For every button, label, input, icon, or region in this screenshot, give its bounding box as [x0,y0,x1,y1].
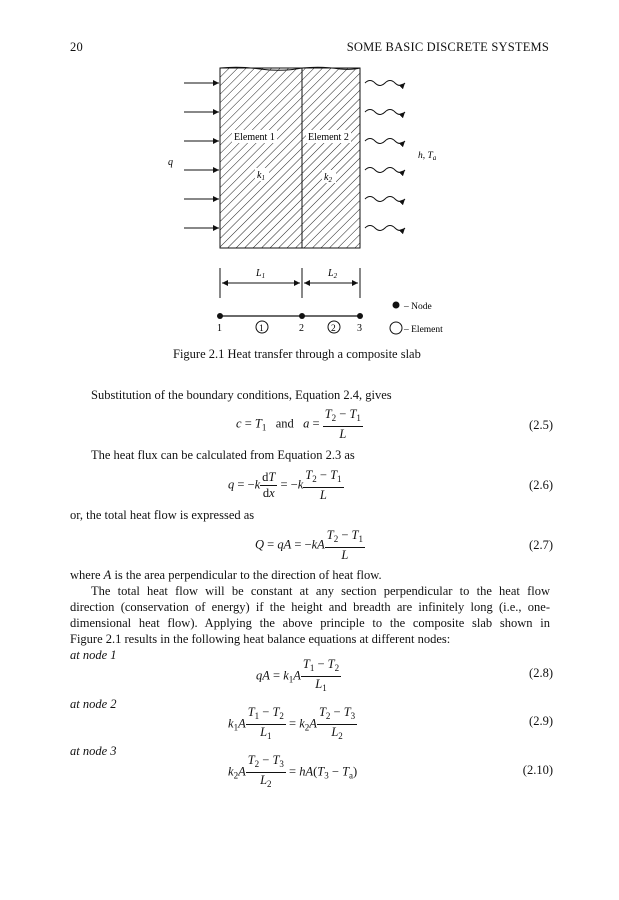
element-1-label: Element 1 [234,132,275,143]
paragraph-heat-balance: The total heat flow will be constant at any section perpendicular to the heat flow direction (conservation of energy) if the height and breadth are infinitely long (i.e., one- dimensional heat flow). Applying the above principle to the composite slab shown in Figure 2.1 results in the following heat balance equations at different nodes: [70,584,550,646]
heat-flux-arrows [184,83,219,228]
equation-2-5: $c = T_1$ and a = $\frac{T_2 - T_1}{L}$ [236,407,361,441]
element-2-number: 2 [331,324,336,334]
equation-2-6: q = −k $\frac{dT}{dx}$ = −k $\frac{T_2 - T_1}{L}$ [228,468,342,502]
node-2-dot [299,313,305,319]
paragraph-heat-flux: The heat flux can be calculated from Equation 2.3 as [91,448,355,462]
legend-node-symbol [393,302,400,309]
node-1-heading: at node 1 [70,648,117,662]
figure-caption: Figure 2.1 Heat transfer through a composite slab [173,347,421,361]
equation-number-2-9: (2.9) [529,714,553,728]
element-2-label: Element 2 [308,132,349,143]
paragraph-boundary-conditions: Substitution of the boundary conditions, Equation 2.4, gives [91,388,392,402]
element-1-number: 1 [259,324,264,334]
paragraph-total-heat-flow: or, the total heat flow is expressed as [70,508,255,522]
svg-text:L1: $L_1$ [256,268,266,280]
legend-node-label: – Node [404,302,432,312]
heat-flux-label: q [168,157,173,168]
equation-number-2-10: (2.10) [522,763,553,777]
node-2-label: 2 [299,323,304,334]
svg-text:k1: $k_1$ [257,170,265,182]
convection-arrows [365,81,405,231]
equation-number-2-5: (2.5) [529,418,553,432]
node-3-label: 3 [357,323,362,334]
legend-element-label: – Element [404,325,443,335]
equation-number-2-6: (2.6) [529,478,553,492]
element-1-slab [220,68,302,248]
equation-2-8: qA = $k_1A$ $\frac{T_1 - T_2}{L_1}$ [256,657,340,693]
dimension-lines [220,268,360,298]
equation-number-2-8: (2.8) [529,666,553,680]
svg-text:h, Ta: h, $T_a$ [418,151,437,162]
running-title: SOME BASIC DISCRETE SYSTEMS [346,40,549,54]
legend-element-symbol [390,322,402,334]
equation-2-10: $k_2A$ $\frac{T_2 - T_3}{L_2}$ = $hA(T_3 - T_a)$ [228,753,358,789]
page-number: 20 [70,40,83,54]
svg-text:L2: $L_2$ [328,268,338,280]
equation-2-7: Q = qA = −kA $\frac{T_2 - T_1}{L}$ [255,528,363,562]
element-2-slab [302,68,360,248]
node-3-heading: at node 3 [70,744,117,758]
equation-2-9: $k_1A$ $\frac{T_1 - T_2}{L_1}$ = $k_2A$ $\frac{T_2 - T_3}{L_2}$ [228,705,356,741]
node-1-label: 1 [217,323,222,334]
node-3-dot [357,313,363,319]
node-1-dot [217,313,223,319]
node-2-heading: at node 2 [70,697,117,711]
composite-slab-figure [150,60,470,340]
paragraph-area-definition: where A is the area perpendicular to the direction of heat flow. [70,568,382,582]
equation-number-2-7: (2.7) [529,538,553,552]
svg-text:k2: $k_2$ [324,172,332,184]
